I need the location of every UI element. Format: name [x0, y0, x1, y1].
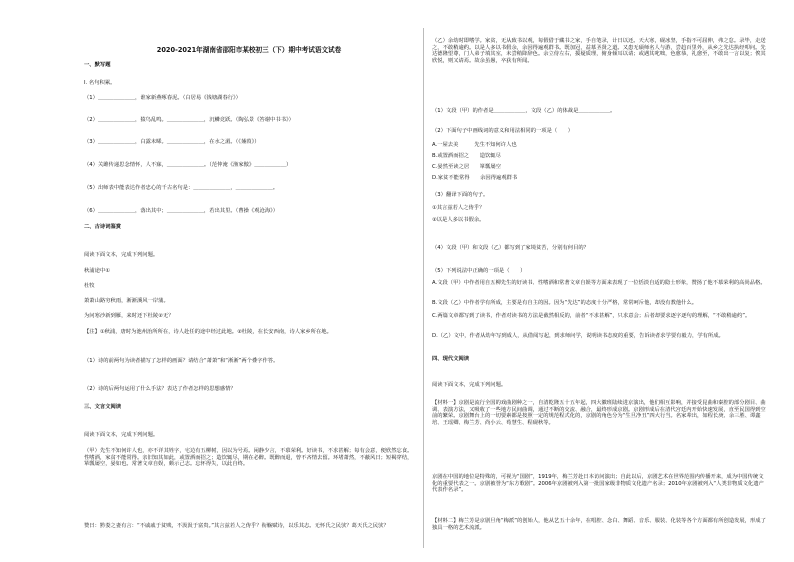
- option-c: C.两篇文章都写到了读书，作者对读书的方法是截然相反的，前者“不求甚解”，只求意会；后者却要求逐字逐句的理解，“不敢稍逾约”。: [432, 313, 751, 319]
- question-text: （5）出师表中能表达作者忠心的千古名句是：＿＿＿＿＿＿＿，＿＿＿＿＿＿＿。: [84, 185, 279, 191]
- right-column: [432, 0, 766, 562]
- question-text: （5）下列说法中正确的一项是（ ）: [432, 268, 526, 274]
- left-column: [84, 0, 414, 562]
- option-d: D.家贫不能常得 余因得遍观群书: [432, 175, 518, 181]
- poem-title: 秋浦途中①: [84, 268, 110, 274]
- passage-jia: （甲）先生不知何许人也，亦不详其姓字，宅边有五柳树，因以为号焉。闲静少言，不慕荣利。好读书，不求甚解；每有会意，便欣然忘食。性嗜酒，家贫不能常得。亲旧知其如此，或置酒而招之；造饮辄尽，期在必醉。既醉而退，曾不吝情去留。环堵萧然，不蔽风日；短褐穿结，箪瓢屡空，晏如也。常著文章自娱，颇示己志。忘怀得失，以此自终。: [84, 448, 413, 468]
- option-b: B.或置酒而招之 造饮辄尽: [432, 153, 501, 159]
- instruction-text: 阅读下面文本，完成下列问题。: [84, 252, 159, 258]
- passage-yi: （乙）余幼时即嗜学。家贫，无从致书以观，每假借于藏书之家，手自笔录，计日以还。天大寒，砚冰坚，手指不可屈伸，弗之怠。录毕，走送之，不敢稍逾约。以是人多以书假余，余因得遍观群书。既加冠，益慕圣贤之道。又患无硕师名人与游，尝趋百里外，从乡之先达执经叩问。先达德隆望尊，门人弟子填其室，未尝稍降辞色。余立侍左右，援疑质理，俯身倾耳以请；或遇其叱咄，色愈恭，礼愈至，不敢出一言以复；俟其欣悦，则又请焉。故余虽愚，卒获有所闻。: [432, 38, 766, 64]
- poem-line: 萧萧山路穷秋雨，淅淅溪风一岸蒲。: [84, 298, 169, 304]
- question-text: I. 名句积累。: [84, 80, 116, 86]
- material-1-cont: 京剧在中国的地位是特殊的，可视为“国剧”，1919年，梅兰芳赴日本访问演出；自此以后，京剧艺术在世界范围内传播开来，成为中国传统文化的重要代表之一。京剧被誉为“东方歌剧”。2006年京剧被列入第一批国家级非物质文化遗产名录；2010年京剧被列入“人类非物质文化遗产代表作名录”。: [432, 474, 764, 494]
- exam-title: 2020-2021年湖南省邵阳市某校初三（下）期中考试语文试卷: [156, 46, 342, 54]
- question-text: （1）＿＿＿＿＿＿＿，谁家新燕啄春泥。（白居易《钱塘湖春行》）: [84, 95, 241, 101]
- material-2: 【材料二】梅兰芳是京剧旦角“梅派”的创始人，他从艺五十余年，在唱腔、念白、舞蹈、音乐、服装、化装等各个方面都有所创造发展，形成了独具一格的艺术流派。: [432, 518, 766, 531]
- question-text: （2）诗的后两句运用了什么手法？表达了作者怎样的思想感情？: [84, 386, 236, 392]
- section-heading: 一、默写题: [84, 62, 111, 68]
- material-1: 【材料一】京剧是流行全国的戏曲剧种之一，自清乾隆五十五年起，四大徽班陆续进京演出，他们相互影响，并接受昆曲和秦腔的部分剧目、曲调、表演方法，又吸收了一些地方民间曲调，通过不断的交流、融合，最终形成京剧。京剧形成后在清代宫廷内开始快速发展，直至民国得到空前的繁荣。京剧舞台上的一切要素都是按照一定的规范程式化的，京剧的角色分为“生旦净丑”四大行当。名家辈出，如程长庚、余三胜、谭鑫培、王瑶卿、梅兰芳、尚小云、荀慧生、程砚秋等。: [432, 400, 766, 426]
- option-c: C.晏然至读之居 箪瓢屡空: [432, 164, 501, 170]
- question-text: （4）文段（甲）和文段（乙）都写到了家境贫苦，分别有何目的？: [432, 245, 589, 251]
- section-heading: 三、文言文阅读: [84, 404, 122, 410]
- column-divider: [423, 28, 424, 548]
- instruction-text: 阅读下面文本，完成下列问题。: [84, 432, 159, 438]
- sentence-1: ①其言兹若人之俦乎？: [432, 205, 485, 211]
- option-b: B.文段（乙）中作者学有所成，主要是有自主的因。因为“先达”的态度十分严格，常常呵斥他，却没有教他什么。: [432, 300, 698, 306]
- instruction-text: 阅读下面文本，完成下列问题。: [432, 382, 507, 388]
- question-text: （1）诗的前两句为读者描写了怎样的画面？请结合“萧萧”和“淅淅”两个叠字作答。: [84, 358, 279, 364]
- poem-note: 【注】①秋浦，唐时为池州治所所在，诗人赴任的途中经过此地。②杜陵，在长安西南，诗人家乡所在地。: [84, 329, 332, 335]
- passage-zan: 赞曰：黔娄之妻有言：“不戚戚于贫贱，不汲汲于富贵。”其言兹若人之俦乎？衔觞赋诗，以乐其志。无怀氏之民欤？葛天氏之民欤？: [84, 523, 389, 529]
- question-text: （2）＿＿＿＿＿＿＿，猿鸟乱鸣。＿＿＿＿＿＿＿，沉鳞竞跃。（陶弘景《答谢中书书》）: [84, 117, 294, 123]
- option-a: A.文段（甲）中作者用自五柳先生的好读书、性嗜酒和常著文章自娱等方面来表现了一位恬淡自适的隐士形象，赞扬了他不慕荣利的高尚品格。: [432, 280, 766, 286]
- question-text: （6）＿＿＿＿＿＿＿，落出其中；＿＿＿＿＿＿＿，若出其里。（曹操《观沧海》）: [84, 208, 279, 214]
- option-d: D.（乙）文中，作者从幼年写到成人，从借阅写起，到求师问学，说明读书态度的重要，告诉读者求学要有毅力，学有所成。: [432, 333, 724, 339]
- section-heading: 二、古诗词鉴赏: [84, 224, 122, 230]
- question-text: （3）＿＿＿＿＿＿＿，白露未晞。＿＿＿＿＿＿＿，在水之湄。（《蒹葭》）: [84, 139, 260, 145]
- option-a: A.一屋去美 先生不知何许人也: [432, 142, 517, 148]
- question-text: （2）下面句子中画线词的意义和用法相同的一项是（ ）: [432, 128, 574, 134]
- question-text: （1）文段（甲）的作者是＿＿＿＿＿＿，文段（乙）的体裁是＿＿＿＿＿＿。: [432, 108, 616, 114]
- section-heading: 四、现代文阅读: [432, 356, 470, 362]
- question-text: （3）翻译下面的句子。: [432, 192, 489, 198]
- question-text: （4）关雎传递思念情怀，人不寐，＿＿＿＿＿＿＿。（范仲淹《渔家傲》＿＿＿＿＿＿）: [84, 162, 292, 168]
- poem-line: 为问寒沙新到雁，来时还下杜陵②无？: [84, 313, 174, 319]
- poem-author: 杜牧: [84, 283, 95, 289]
- sentence-2: ②以是人多以书假余。: [432, 217, 485, 223]
